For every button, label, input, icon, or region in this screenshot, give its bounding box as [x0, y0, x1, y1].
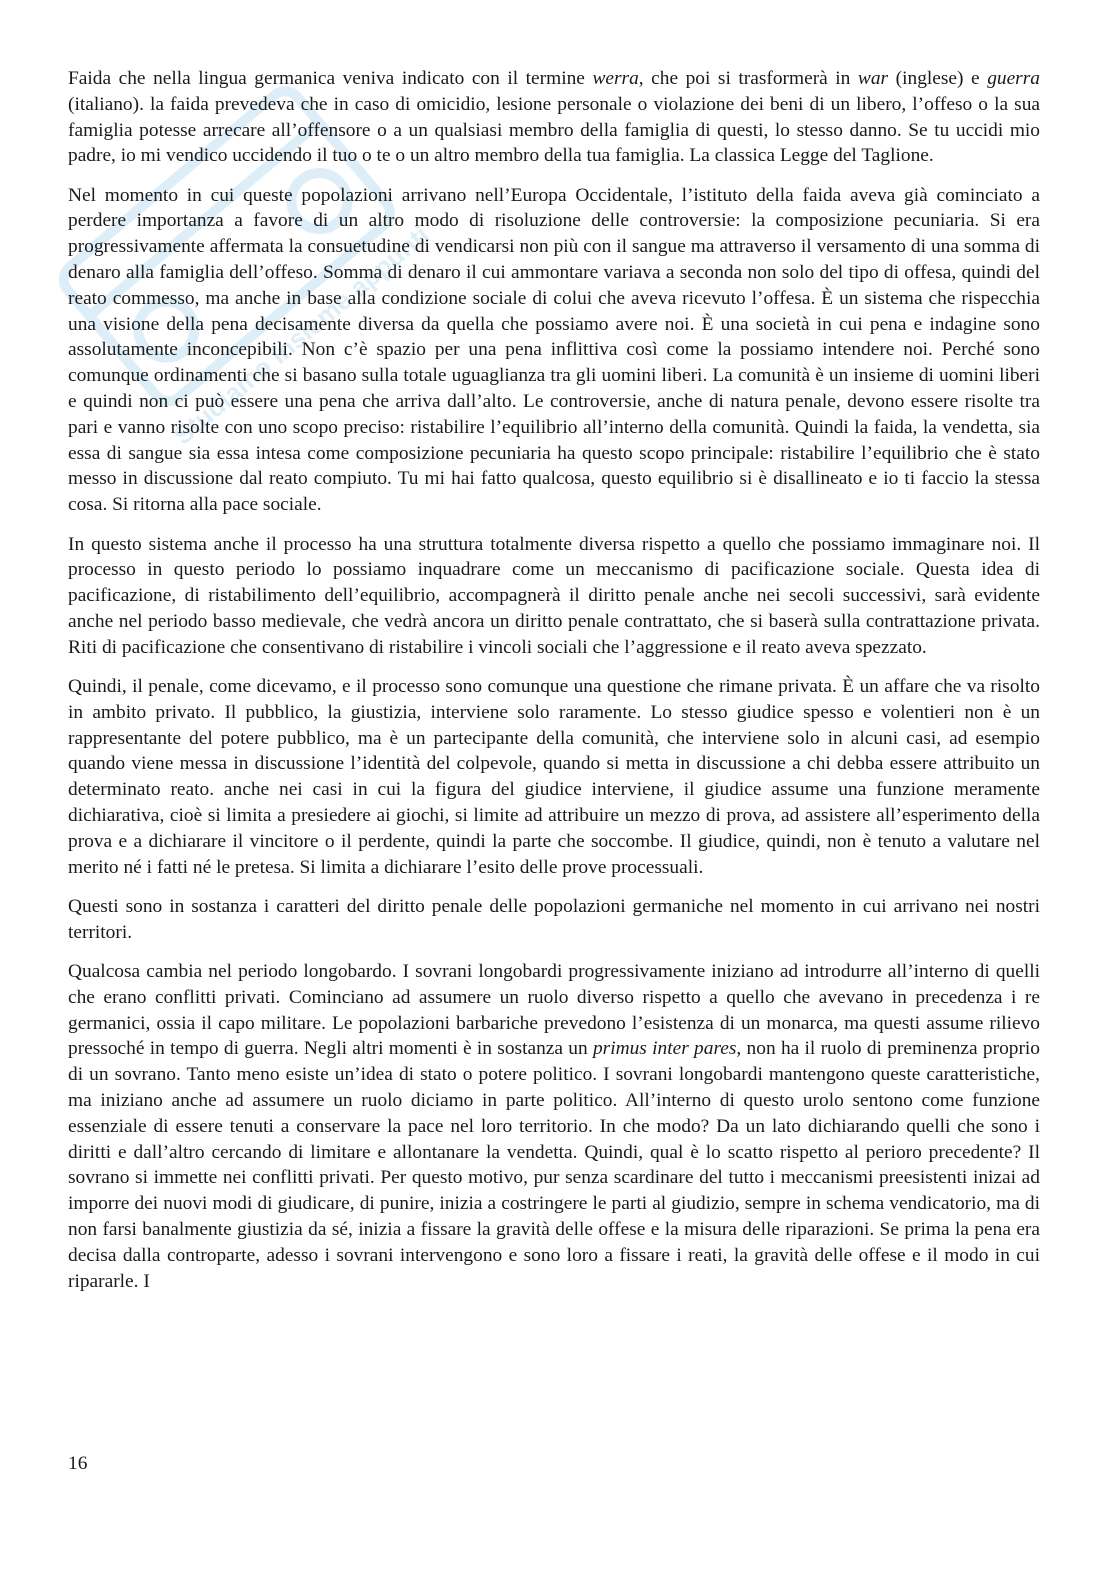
paragraph: [68, 532, 1040, 661]
paragraph: [68, 674, 1040, 880]
text-run: In questo sistema anche il processo ha una struttura totalmente diversa rispetto a quello che possiamo immaginare noi. Il processo in questo periodo lo possiamo inquadrare come un meccanismo di pacificazione sociale. Questa idea di pacificazione, di ristabilimento dell’equilibrio, accompagnerà il diritto penale anche nei secoli successivi, sarà evidente anche nel periodo basso medievale, che vedrà ancora un diritto penale contrattato, che si baserà sulla contrattazione privata. Riti di pacificazione che consentivano di ristabilire i vincoli sociali che l’aggressione e il reato aveva spezzato.: [68, 533, 1040, 658]
paragraph: [68, 959, 1040, 1294]
text-run: Nel momento in cui queste popolazioni arrivano nell’Europa Occidentale, l’istituto della faida aveva già cominciato a perdere importanza a favore di un altro modo di risoluzione delle controversie: la composizione pecuniaria. Si era progressivamente affermata la consuetudine di vendicarsi non più con il sangue ma attraverso il versamento di una somma di denaro alla famiglia dell’offeso. Somma di denaro il cui ammontare variava a seconda non solo del tipo di offesa, quindi del reato commesso, ma anche in base alla condizione sociale di colui che aveva ricevuto l’offesa. È un sistema che rispecchia una visione della pena decisamente diversa da quella che possiamo avere noi. È una società in cui pena e indagine sono assolutamente inconcepibili. Non c’è spazio per una pena inflittiva così come la possiamo intendere noi. Perché sono comunque ordinamenti che si basano sulla totale uguaglianza tra gli uomini liberi. La comunità è un insieme di uomini liberi e quindi non ci può essere una pena che arriva dall’alto. Le controversie, anche di natura penale, devono essere risolte tra pari e vanno risolte con uno scopo preciso: ristabilire l’equilibrio all’interno della comunità. Quindi la faida, la vendetta, sia essa di sangue sia essa intesa come composizione pecuniaria ha questo scopo principale: ristabilire l’equilibrio che è stato messo in discussione dal reato compiuto. Tu mi hai fatto qualcosa, questo equilibrio si è disallineato e io ti faccio la stessa cosa. Si ritorna alla pace sociale.: [68, 184, 1040, 516]
paragraph: [68, 183, 1040, 518]
paragraph: [68, 66, 1040, 169]
text-run: Quindi, il penale, come dicevamo, e il processo sono comunque una questione che rimane privata. È un affare che va risolto in ambito privato. Il pubblico, la giustizia, interviene solo raramente. Lo stesso giudice spesso e volentieri non è un rappresentante del potere pubblico, ma è un partecipante della comunità, che interviene solo in alcuni casi, ad esempio quando viene messa in discussione l’identità del colpevole, quando si metta in discussione a chi debba essere attribuito un determinato reato. anche nei casi in cui la figura del giudice interviene, il giudice assume una funzione meramente dichiarativa, cioè si limita a presiedere ai giochi, si limite ad attribuire un mezzo di prova, ad assistere all’esperimento della prova e a dichiarare il vincitore o il perdente, quindi la parte che soccombe. Il giudice, quindi, non è tenuto a valutare nel merito né i fatti né le pretesa. Si limita a dichiarare l’esito delle prove processuali.: [68, 676, 1040, 878]
watermark-text: Studiamo insieme appunti: [167, 219, 435, 451]
text-run: Questi sono in sostanza i caratteri del diritto penale delle popolazioni germaniche nel momento in cui arrivano nei nostri territori.: [68, 895, 1040, 943]
text-run: Qualcosa cambia nel periodo longobardo. I sovrani longobardi progressivamente iniziano ad introdurre all’interno di quelli che erano conflitti privati. Cominciano ad assumere un ruolo diverso rispetto a quello che avevano in precedenza i re germanici, ossia il capo militare. Le popolazioni barbariche prevedono l’esistenza di un monarca, ma questi assume rilievo pressoché in tempo di guerra. Negli altri momenti è in sostanza un: [68, 961, 1040, 1060]
italic-term: war: [857, 68, 889, 89]
text-run: (inglese) e: [888, 68, 988, 89]
italic-term: primus inter pares: [592, 1038, 737, 1060]
italic-term: werra: [592, 68, 639, 89]
italic-term: guerra: [987, 68, 1040, 89]
text-run: (italiano). la faida prevedeva che in caso di omicidio, lesione personale o violazione dei beni di un libero, l’offeso o la sua famiglia potesse arrecare all’offensore o a un qualsiasi membro della famiglia di questi, lo stesso danno. Se tu uccidi mio padre, io mi vendico uccidendo il tuo o te o un altro membro della tua famiglia. La classica Legge del Taglione.: [68, 93, 1040, 167]
paragraph: [68, 894, 1040, 946]
document-body: [68, 66, 1040, 1308]
text-run: , non ha il ruolo di preminenza proprio di un sovrano. Tanto meno esiste un’idea di stato o potere politico. I sovrani longobardi mantengono queste caratteristiche, ma iniziano anche ad assumere un ruolo diciamo in parte politico. All’interno di questo urolo sentono come funzione essenziale di essere tenuti a conservare la pace nel loro territorio. In che modo? Da un lato dichiarando quelli che sono i diritti e dall’altro cercando di limitare e allontanare la vendetta. Quindi, qual è lo scatto rispetto al perioro precedente? Il sovrano si immette nei conflitti privati. Per questo motivo, pur senza scardinare del tutto i meccanismi preesistenti inizai ad imporre dei nuovi modi di giudicare, di punire, inizia a costringere le parti al giudizio, sempre in schema vendicatorio, ma di non farsi banalmente giustizia da sé, inizia a fissare la gravità delle offese e la misura delle riparazioni. Se prima la pena era decisa dalla controparte, adesso i sovrani intervengono e sono loro a fissare i reati, la gravità delle offese e il modo in cui ripararle. I: [68, 1038, 1041, 1292]
text-run: , che poi si trasformerà in: [638, 68, 858, 89]
page-number: 16: [68, 1453, 88, 1474]
text-run: Faida che nella lingua germanica veniva indicato con il termine: [68, 68, 593, 89]
